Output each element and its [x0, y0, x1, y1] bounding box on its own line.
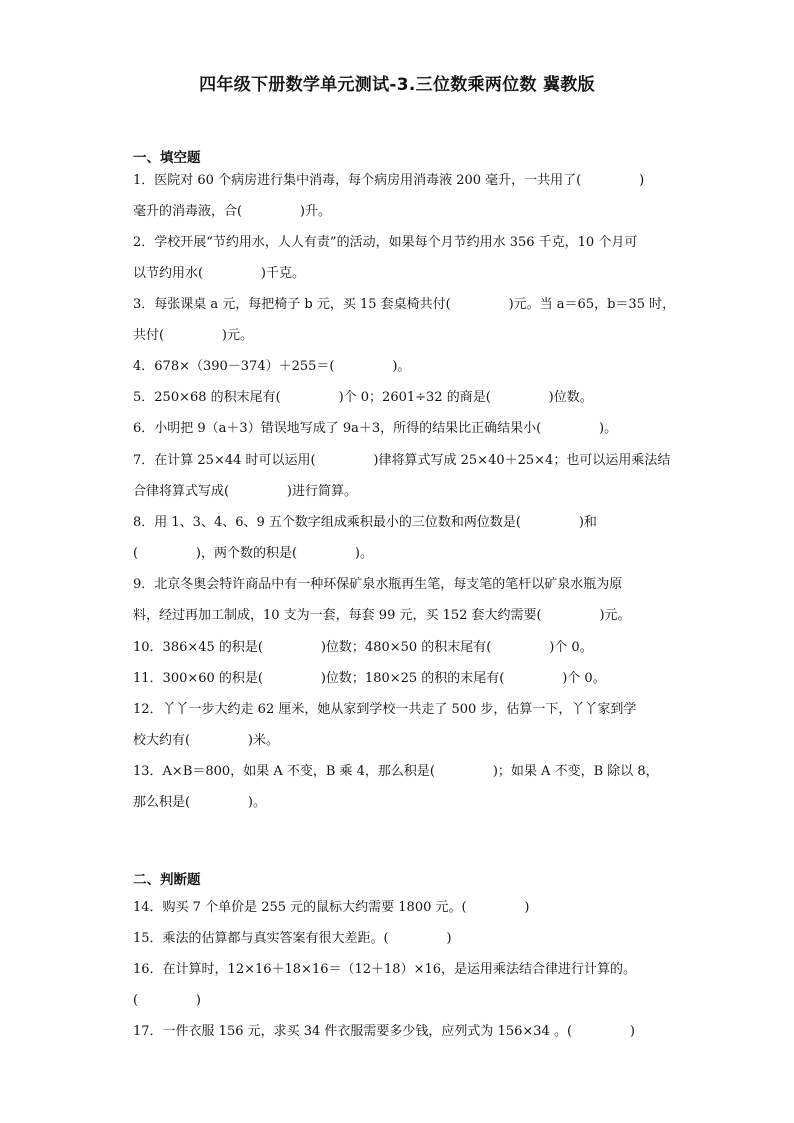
question-4: 4．678×（390－374）＋255＝( )。: [133, 359, 411, 374]
question-9-line-1: 9．北京冬奥会特许商品中有一种环保矿泉水瓶再生笔，每支笔的笔杆以矿泉水瓶为原: [133, 577, 623, 592]
question-2-line-2: 以节约用水( )千克。: [133, 266, 305, 281]
section-heading-true-false: 二、判断题: [133, 872, 201, 888]
question-7-line-2: 合律将算式写成( )进行简算。: [133, 484, 357, 499]
question-14: 14．购买 7 个单价是 255 元的鼠标大约需要 1800 元。( ): [133, 900, 530, 915]
question-6: 6．小明把 9（a＋3）错误地写成了 9a＋3，所得的结果比正确结果小( )。: [133, 421, 618, 436]
question-1-line-1: 1．医院对 60 个病房进行集中消毒，每个病房用消毒液 200 毫升，一共用了( ): [133, 173, 645, 188]
question-16-line-2: ( ): [133, 993, 201, 1008]
question-12-line-1: 12．丫丫一步大约走 62 厘米，她从家到学校一共走了 500 步，估算一下，丫丫家到学: [133, 702, 637, 717]
question-9-line-2: 料，经过再加工制成，10 支为一套，每套 99 元，买 152 套大约需要( )元。: [133, 608, 631, 623]
question-3-line-1: 3．每张课桌 a 元，每把椅子 b 元，买 15 套桌椅共付( )元。当 a＝65，b＝35 时，: [133, 297, 676, 312]
question-2-line-1: 2．学校开展“节约用水，人人有责”的活动，如果每个月节约用水 356 千克，10 个月可: [133, 235, 638, 250]
question-8-line-2: ( )，两个数的积是( )。: [133, 546, 373, 561]
question-16-line-1: 16．在计算时，12×16＋18×16＝（12＋18）×16，是运用乘法结合律进行计算的。: [133, 962, 637, 977]
question-13-line-1: 13．A×B＝800，如果 A 不变，B 乘 4，那么积是( )；如果 A 不变，B 除以 8，: [133, 764, 659, 779]
question-3-line-2: 共付( )元。: [133, 328, 253, 343]
question-15: 15．乘法的估算都与真实答案有很大差距。( ): [133, 931, 452, 946]
question-8-line-1: 8．用 1、3、4、6、9 五个数字组成乘积最小的三位数和两位数是( )和: [133, 515, 597, 530]
question-5: 5．250×68 的积末尾有( )个 0；2601÷32 的商是( )位数。: [133, 390, 593, 405]
page-title: 四年级下册数学单元测试-3.三位数乘两位数 冀教版: [199, 75, 595, 95]
section-heading-fill-blanks: 一、填空题: [133, 150, 201, 166]
question-10: 10．386×45 的积是( )位数；480×50 的积末尾有( )个 0。: [133, 640, 593, 655]
question-1-line-2: 毫升的消毒液，合( )升。: [133, 204, 331, 219]
question-7-line-1: 7．在计算 25×44 时可以运用( )律将算式写成 25×40＋25×4；也可以运用乘法结: [133, 453, 671, 468]
question-17: 17．一件衣服 156 元，求买 34 件衣服需要多少钱，应列式为 156×34 。( ): [133, 1024, 635, 1039]
question-13-line-2: 那么积是( )。: [133, 795, 266, 810]
question-11: 11．300×60 的积是( )位数；180×25 的积的末尾有( )个 0。: [133, 671, 606, 686]
question-12-line-2: 校大约有( )米。: [133, 733, 279, 748]
